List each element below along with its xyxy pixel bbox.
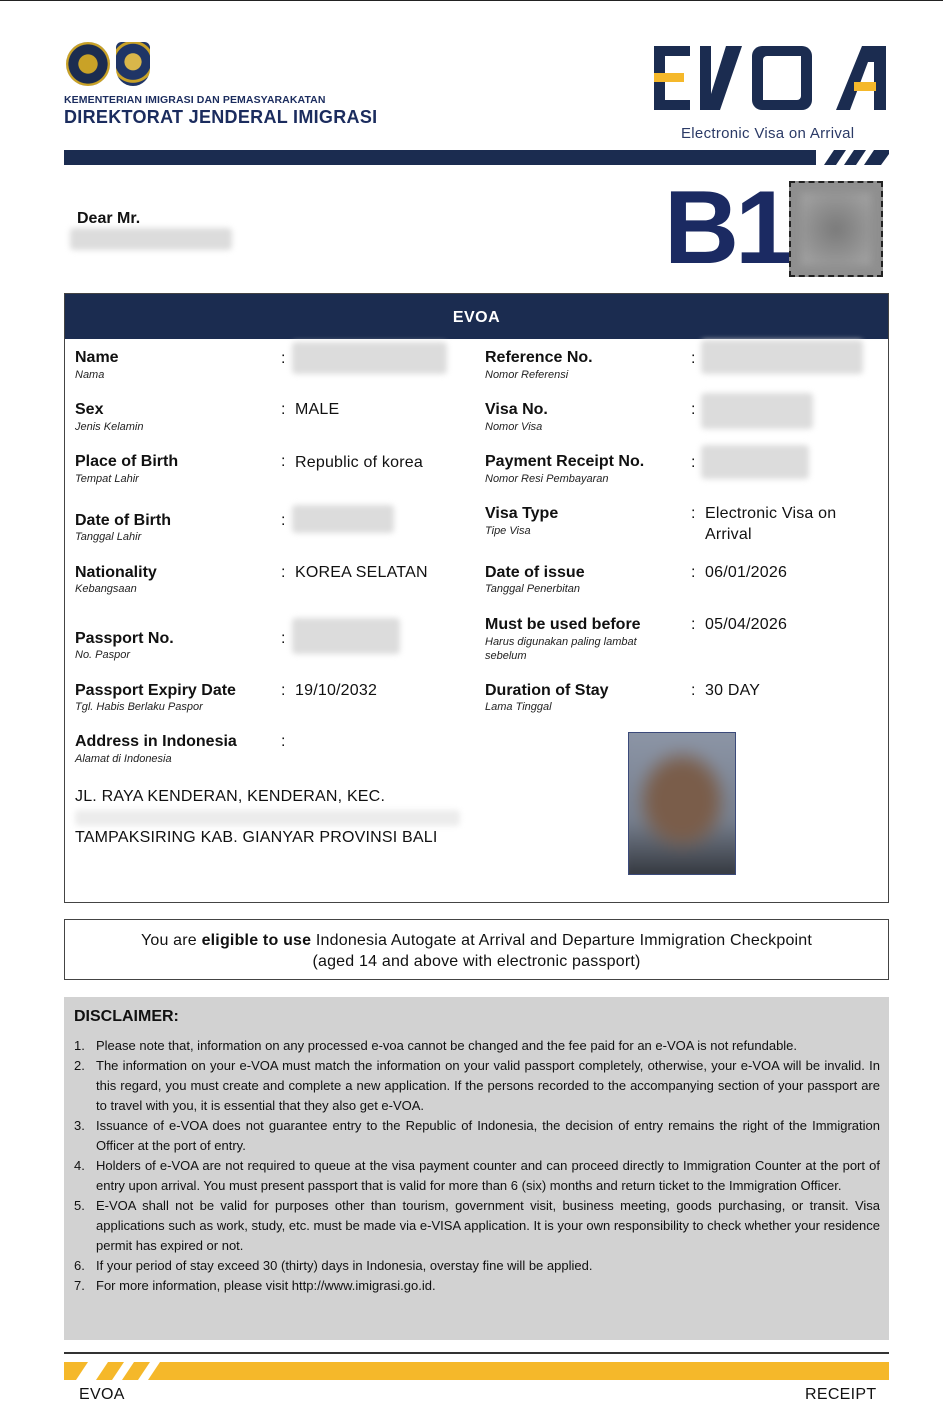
passport-number-colon: : bbox=[281, 630, 286, 647]
qr-code-icon bbox=[789, 181, 883, 277]
reference-number-label: Reference No. bbox=[485, 349, 593, 366]
autogate-eligibility-note bbox=[64, 919, 889, 980]
footer-accent-bar bbox=[64, 1362, 889, 1380]
visa-type-sublabel: Tipe Visa bbox=[485, 525, 531, 537]
use-before-colon: : bbox=[691, 616, 696, 633]
passport-expiry-colon: : bbox=[281, 682, 286, 699]
immigration-emblem-icon bbox=[116, 42, 150, 86]
applicant-photo bbox=[628, 732, 736, 875]
footer-divider-line bbox=[64, 1352, 889, 1354]
duration-of-stay-sublabel: Lama Tinggal bbox=[485, 701, 552, 713]
passport-number-redacted bbox=[292, 618, 400, 654]
place-of-birth-colon: : bbox=[281, 453, 286, 470]
nationality-colon: : bbox=[281, 564, 286, 581]
eligibility-line-2: (aged 14 and above with electronic passport) bbox=[312, 953, 641, 970]
visa-number-colon: : bbox=[691, 401, 696, 418]
use-before-sublabel: Harus digunakan paling lambat sebelum bbox=[485, 636, 637, 662]
use-before-label: Must be used before bbox=[485, 616, 641, 633]
date-of-birth-redacted bbox=[292, 505, 394, 533]
panel-title: EVOA bbox=[65, 294, 888, 339]
garuda-emblem-icon bbox=[66, 42, 110, 86]
disclaimer-item: 1. Please note that, information on any processed e-voa cannot be changed and the fee paid for an e-VOA is not refundable. bbox=[74, 1038, 798, 1053]
nationality-sublabel: Kebangsaan bbox=[75, 583, 137, 595]
payment-receipt-colon: : bbox=[691, 454, 696, 471]
header-divider-bar bbox=[64, 150, 889, 166]
applicant-name-redacted bbox=[70, 228, 232, 250]
disclaimer-title: DISCLAIMER: bbox=[74, 1008, 179, 1025]
duration-of-stay-label: Duration of Stay bbox=[485, 682, 609, 699]
directorate-name: DIREKTORAT JENDERAL IMIGRASI bbox=[64, 107, 378, 127]
date-of-issue-sublabel: Tanggal Penerbitan bbox=[485, 583, 581, 595]
name-sublabel: Nama bbox=[75, 369, 105, 381]
address-sublabel: Alamat di Indonesia bbox=[75, 753, 172, 765]
date-of-birth-label: Date of Birth bbox=[75, 512, 171, 529]
date-of-issue-colon: : bbox=[691, 564, 696, 581]
duration-of-stay-colon: : bbox=[691, 682, 696, 699]
passport-expiry-label: Passport Expiry Date bbox=[75, 682, 236, 699]
visa-number-label: Visa No. bbox=[485, 401, 548, 418]
logo-subtitle: Electronic Visa on Arrival bbox=[681, 125, 855, 142]
visa-code: B1 bbox=[664, 170, 789, 286]
passport-number-sublabel: No. Paspor bbox=[75, 649, 131, 661]
use-before-value: 05/04/2026 bbox=[705, 616, 788, 633]
duration-of-stay-value: 30 DAY bbox=[705, 682, 761, 699]
eligibility-prefix: You are bbox=[140, 932, 202, 949]
disclaimer-item: 3. Issuance of e-VOA does not guarantee entry to the Republic of Indonesia, the decision of entry remains the right of the Immigration Officer at the port of entry. bbox=[74, 1118, 880, 1153]
address-line-1: JL. RAYA KENDERAN, KENDERAN, KEC. bbox=[75, 788, 386, 805]
address-label: Address in Indonesia bbox=[75, 733, 237, 750]
name-colon: : bbox=[281, 350, 286, 367]
reference-number-sublabel: Nomor Referensi bbox=[485, 369, 569, 381]
name-label: Name bbox=[75, 349, 119, 366]
passport-expiry-value: 19/10/2032 bbox=[295, 682, 378, 699]
nationality-value: KOREA SELATAN bbox=[295, 564, 428, 581]
eligibility-rest: Indonesia Autogate at Arrival and Departure Immigration Checkpoint bbox=[311, 932, 813, 949]
date-of-issue-value: 06/01/2026 bbox=[705, 564, 788, 581]
evoa-logo bbox=[650, 42, 890, 114]
sex-sublabel: Jenis Kelamin bbox=[75, 421, 144, 433]
reference-number-redacted bbox=[701, 340, 863, 374]
disclaimer-item: 7. For more information, please visit http://www.imigrasi.go.id. bbox=[74, 1278, 436, 1293]
footer-left-label: EVOA bbox=[79, 1386, 125, 1403]
top-border bbox=[0, 0, 943, 1]
date-of-birth-sublabel: Tanggal Lahir bbox=[75, 531, 142, 543]
eligibility-emphasis: eligible to use bbox=[201, 932, 312, 949]
date-of-birth-colon: : bbox=[281, 512, 286, 529]
ministry-name: KEMENTERIAN IMIGRASI DAN PEMASYARAKATAN bbox=[64, 94, 326, 106]
payment-receipt-label: Payment Receipt No. bbox=[485, 453, 645, 470]
footer-right-label: RECEIPT bbox=[805, 1386, 877, 1403]
sex-label: Sex bbox=[75, 401, 104, 418]
visa-number-redacted bbox=[701, 393, 813, 429]
visa-type-colon: : bbox=[691, 505, 696, 522]
sex-value: MALE bbox=[295, 401, 340, 418]
disclaimer-item: 6. If your period of stay exceed 30 (thirty) days in Indonesia, overstay fine will be applied. bbox=[74, 1258, 593, 1273]
place-of-birth-sublabel: Tempat Lahir bbox=[75, 473, 139, 485]
place-of-birth-value: Republic of korea bbox=[295, 454, 423, 471]
greeting-salutation: Dear Mr. bbox=[77, 210, 141, 227]
government-emblems bbox=[66, 42, 156, 90]
address-redacted bbox=[75, 810, 460, 826]
passport-number-label: Passport No. bbox=[75, 630, 174, 647]
disclaimer-item: 2. The information on your e-VOA must match the information on your valid passport completely, otherwise, your e-VOA will be invalid. In this regard, you must create and complete a new application. If the persons recorded to the accompanying section of your passport are to travel with you, it is essential that they also get e-VOA. bbox=[74, 1058, 880, 1113]
disclaimer-item: 4. Holders of e-VOA are not required to queue at the visa payment counter and can proceed directly to Immigration Counter at the port of entry upon arrival. You must present passport that is valid for more than 6 (six) months and return ticket to the Immigration Officer. bbox=[74, 1158, 880, 1193]
disclaimer-item: 5. E-VOA shall not be valid for purposes other than tourism, government visit, business meeting, goods purchasing, or transit. Visa applications such as work, study, etc. must be made via e-VISA application. It is your own responsibility to check whether your residence permit has expired or not. bbox=[74, 1198, 880, 1253]
visa-number-sublabel: Nomor Visa bbox=[485, 421, 543, 433]
reference-number-colon: : bbox=[691, 350, 696, 367]
sex-colon: : bbox=[281, 401, 286, 418]
address-colon: : bbox=[281, 733, 286, 750]
address-line-2: TAMPAKSIRING KAB. GIANYAR PROVINSI BALI bbox=[75, 829, 438, 846]
nationality-label: Nationality bbox=[75, 564, 157, 581]
date-of-issue-label: Date of issue bbox=[485, 564, 585, 581]
payment-receipt-redacted bbox=[701, 445, 809, 479]
visa-type-label: Visa Type bbox=[485, 505, 559, 522]
visa-type-value: Electronic Visa on Arrival bbox=[705, 505, 837, 543]
place-of-birth-label: Place of Birth bbox=[75, 453, 179, 470]
disclaimer-section bbox=[64, 997, 889, 1340]
passport-expiry-sublabel: Tgl. Habis Berlaku Paspor bbox=[75, 701, 203, 713]
payment-receipt-sublabel: Nomor Resi Pembayaran bbox=[485, 473, 609, 485]
disclaimer-list bbox=[74, 1036, 880, 1296]
name-value-redacted bbox=[292, 342, 447, 374]
